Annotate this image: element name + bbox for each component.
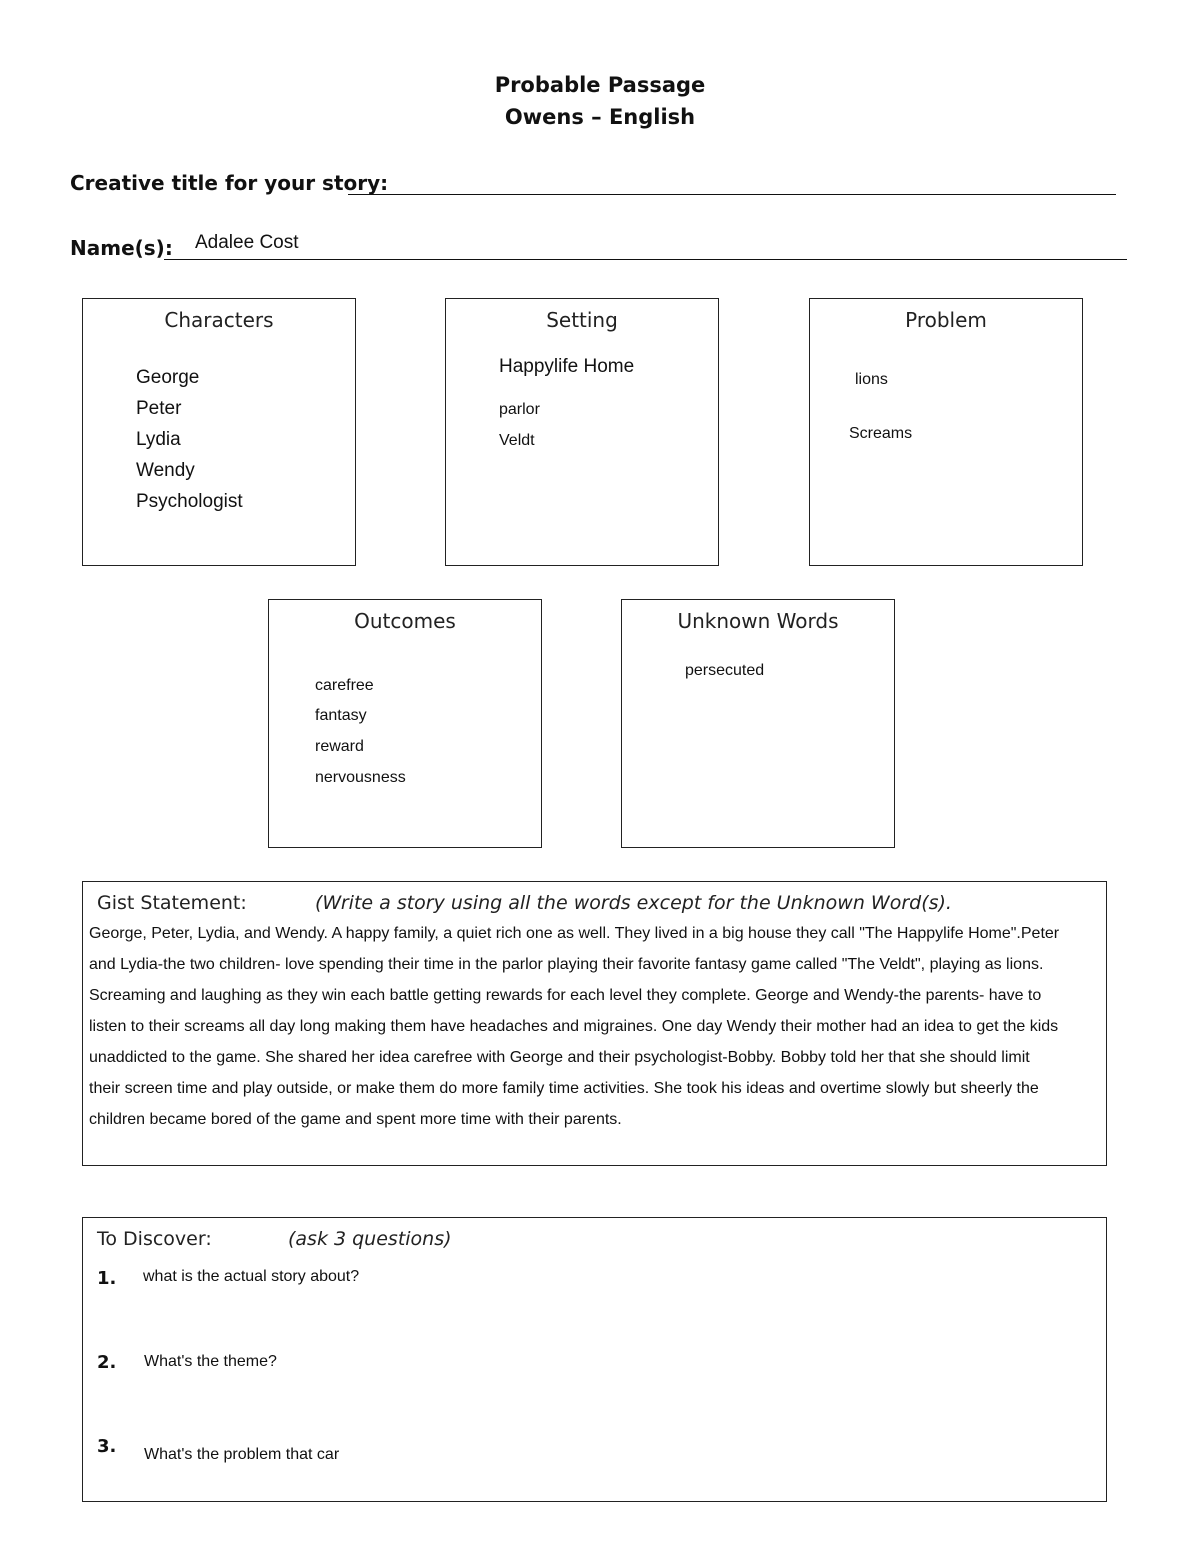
question-text[interactable]: what is the actual story about? — [143, 1268, 360, 1285]
outcomes-heading: Outcomes — [354, 609, 456, 633]
setting-box — [445, 298, 719, 566]
character-item: Peter — [136, 398, 182, 419]
setting-item: parlor — [499, 401, 540, 418]
gist-instruction: (Write a story using all the words except for the Unknown Word(s). — [315, 892, 952, 914]
names-label: Name(s): — [70, 236, 173, 260]
setting-item: Veldt — [499, 432, 535, 449]
names-field[interactable] — [164, 232, 1127, 260]
outcomes-box — [268, 599, 542, 848]
question-number: 2. — [97, 1352, 117, 1373]
page-title: Probable Passage — [494, 73, 706, 97]
discover-label: To Discover: — [97, 1228, 212, 1250]
character-item: George — [136, 367, 200, 388]
outcome-item: fantasy — [315, 707, 367, 724]
outcome-item: nervousness — [315, 769, 406, 786]
discover-box — [82, 1217, 1107, 1502]
gist-label: Gist Statement: — [97, 892, 247, 914]
unknown-word-item: persecuted — [685, 662, 765, 679]
characters-box — [82, 298, 356, 566]
unknown-words-heading: Unknown Words — [677, 609, 839, 633]
problem-heading: Problem — [905, 308, 987, 332]
names-value: Adalee Cost — [195, 232, 299, 253]
page-subtitle: Owens – English — [504, 105, 696, 129]
outcome-item: carefree — [315, 677, 374, 694]
characters-heading: Characters — [164, 308, 274, 332]
discover-instruction: (ask 3 questions) — [288, 1228, 452, 1250]
problem-item: Screams — [849, 425, 913, 442]
story-title-field[interactable] — [348, 194, 1116, 195]
question-number: 1. — [97, 1268, 117, 1289]
character-item: Lydia — [136, 429, 181, 450]
question-text[interactable]: What's the problem that car — [144, 1446, 340, 1463]
character-item: Wendy — [136, 460, 195, 481]
outcome-item: reward — [315, 738, 364, 755]
character-item: Psychologist — [136, 491, 243, 512]
gist-box — [82, 881, 1107, 1166]
unknown-words-box — [621, 599, 895, 848]
setting-item: Happylife Home — [499, 356, 635, 377]
question-number: 3. — [97, 1436, 117, 1457]
setting-heading: Setting — [546, 308, 618, 332]
problem-item: lions — [855, 371, 888, 388]
gist-story-text[interactable]: George, Peter, Lydia, and Wendy. A happy family, a quiet rich one as well. They lived in a big house they call "The Happylife Home".Peter and Lydia-the two children- love spending their time in the parlor playing their favorite fantasy game called "The Veldt", playing as lions. Screaming and laughing as they win each battle getting rewards for each level they complete. George and Wendy-the parents- have to listen to their screams all day long making them have headaches and migraines. One day Wendy their mother had an idea to get the kids unaddicted to the game. She shared her idea carefree with George and their psychologist-Bobby. Bobby told her that she should limit their screen time and play outside, or make them do more family time activities. She took his ideas and overtime slowly but sheerly the children became bored of the game and spent more time with their parents. — [89, 925, 1060, 1128]
story-title-label: Creative title for your story: — [70, 171, 389, 195]
question-text[interactable]: What's the theme? — [144, 1353, 277, 1370]
problem-box — [809, 298, 1083, 566]
